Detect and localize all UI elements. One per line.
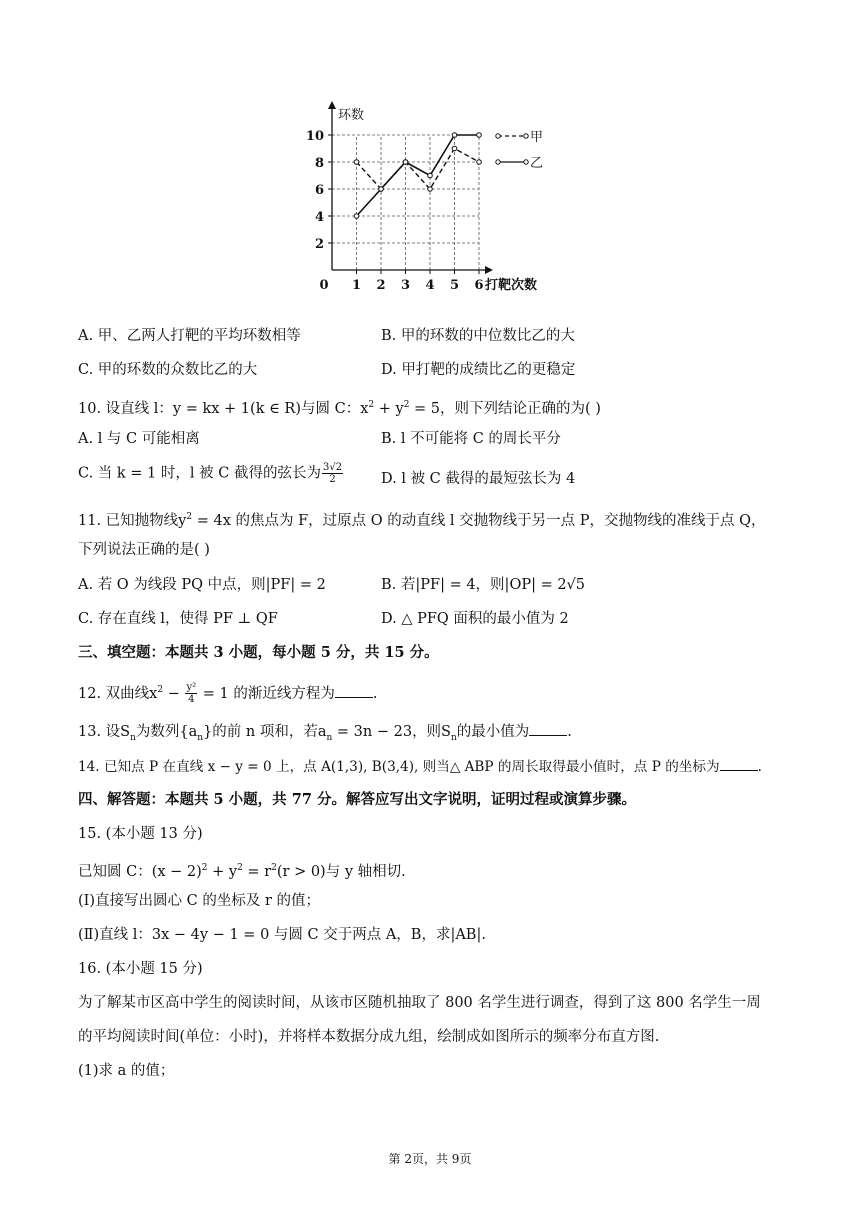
q10-option-a: A. l 与 C 可能相离	[78, 431, 200, 447]
q11-option-c: C. 存在直线 l，使得 PF ⊥ QF	[78, 611, 278, 627]
q11-option-a: A. 若 O 为线段 PQ 中点，则|PF| = 2	[78, 577, 326, 593]
q10-option-d: D. l 被 C 截得的最短弦长为 4	[381, 471, 576, 487]
data-point	[477, 160, 482, 165]
q14-answer-blank[interactable]	[720, 756, 758, 771]
q15-stem: 已知圆 C：$(x - 2)^2 + y^2 = r^2(r > 0)$与 y 轴相切.	[78, 863, 406, 880]
x-tick-label: 5	[449, 278, 460, 293]
legend-marker	[524, 134, 528, 138]
data-point	[428, 187, 433, 192]
q9-option-c: C. 甲的环数的众数比乙的大	[78, 362, 258, 378]
page-footer: 第 2页，共 9页	[388, 1152, 472, 1166]
x-tick-label: 1	[351, 278, 362, 293]
x-tick-label: 6	[474, 278, 484, 293]
data-point	[428, 173, 433, 178]
x-axis-arrow	[485, 266, 493, 274]
legend-label: 甲	[530, 130, 544, 145]
q16-part-1: (1)求 a 的值；	[78, 1063, 175, 1079]
data-point	[452, 146, 457, 151]
data-point	[403, 160, 408, 165]
y-tick-label: 6	[314, 183, 324, 198]
q15-part-1: (Ⅰ)直接写出圆心 C 的坐标及 r 的值；	[78, 893, 321, 909]
q16-stem-line1: 为了解某市区高中学生的阅读时间，从该市区随机抽取了 800 名学生进行调查，得到了这 800 名学生一周	[78, 995, 761, 1011]
y-axis-arrow	[328, 101, 336, 109]
y-tick-label: 4	[314, 210, 324, 225]
y-axis-label: 环数	[338, 108, 365, 123]
data-point	[379, 187, 384, 192]
y-tick-label: 8	[314, 156, 324, 171]
x-axis-label: 打靶次数	[485, 278, 538, 293]
q11-option-b: B. 若|PF| = 4，则|OP| = 2√5	[381, 577, 586, 593]
q16-title: 16. (本小题 15 分)	[78, 961, 203, 977]
data-point	[354, 160, 359, 165]
y-tick-label: 10	[305, 129, 324, 144]
x-tick-label: 2	[376, 278, 386, 293]
legend-label: 乙	[530, 156, 544, 171]
q9-option-d: D. 甲打靶的成绩比乙的更稳定	[381, 362, 576, 378]
legend-marker	[524, 160, 528, 164]
q9-option-b: B. 甲的环数的中位数比乙的大	[381, 328, 575, 344]
q15-part-2: (Ⅱ)直线 l：3x − 4y − 1 = 0 与圆 C 交于两点 A，B，求|AB|.	[78, 927, 486, 943]
shooting-score-line-chart	[290, 95, 580, 300]
x-tick-label: 3	[400, 278, 411, 293]
q12-answer-blank[interactable]	[335, 683, 373, 698]
legend-marker	[496, 134, 500, 138]
q9-option-a: A. 甲、乙两人打靶的平均环数相等	[78, 328, 301, 344]
q14: 14. 已知点 P 在直线 x − y = 0 上，点 A(1,3), B(3,4), 则当△ ABP 的周长取得最小值时，点 P 的坐标为 .	[78, 756, 762, 777]
q13-answer-blank[interactable]	[529, 721, 567, 736]
x-tick-label: 4	[425, 278, 435, 293]
q15-title: 15. (本小题 13 分)	[78, 826, 203, 842]
legend-marker	[496, 160, 500, 164]
q11-stem: 11. 已知抛物线$y^2 = 4x$ 的焦点为 F，过原点 O 的动直线 l 交抛物线于另一点 P，交抛物线的准线于点 Q，	[78, 512, 766, 529]
origin-label: 0	[319, 278, 329, 293]
data-point	[452, 133, 457, 138]
q10-option-b: B. l 不可能将 C 的周长平分	[381, 431, 561, 447]
y-tick-label: 2	[314, 237, 324, 252]
data-point	[354, 214, 359, 219]
q13: 13. 设$S_n$为数列$\{a_n\}$的前 n 项和，若$a_n = 3n - 23$，则$S_n$的最小值为 .	[78, 721, 572, 748]
q12: 12. 双曲线$x^2$ − $\frac{\text{y²}}{4}$ = 1 的渐近线方程为 .	[78, 682, 378, 706]
section-3-heading: 三、填空题：本题共 3 小题，每小题 5 分，共 15 分。	[78, 644, 439, 661]
data-point	[477, 133, 482, 138]
q10-option-c: C. 当 k = 1 时，l 被 C 截得的弦长为 $\frac{3√2}{2}$	[78, 462, 343, 485]
q11-stem-line2: 下列说法正确的是( )	[78, 542, 210, 558]
q16-stem-line2: 的平均阅读时间(单位：小时)，并将样本数据分成九组，绘制成如图所示的频率分布直方图.	[78, 1029, 660, 1045]
section-4-heading: 四、解答题：本题共 5 小题，共 77 分。解答应写出文字说明，证明过程或演算步骤。	[78, 791, 636, 808]
q10-stem: 10. 设直线 l：y = kx + 1(k ∈ R)与圆 C：$x^2 + y^2 = 5$，则下列结论正确的为( )	[78, 400, 601, 417]
q11-option-d: D. △ PFQ 面积的最小值为 2	[381, 611, 569, 627]
